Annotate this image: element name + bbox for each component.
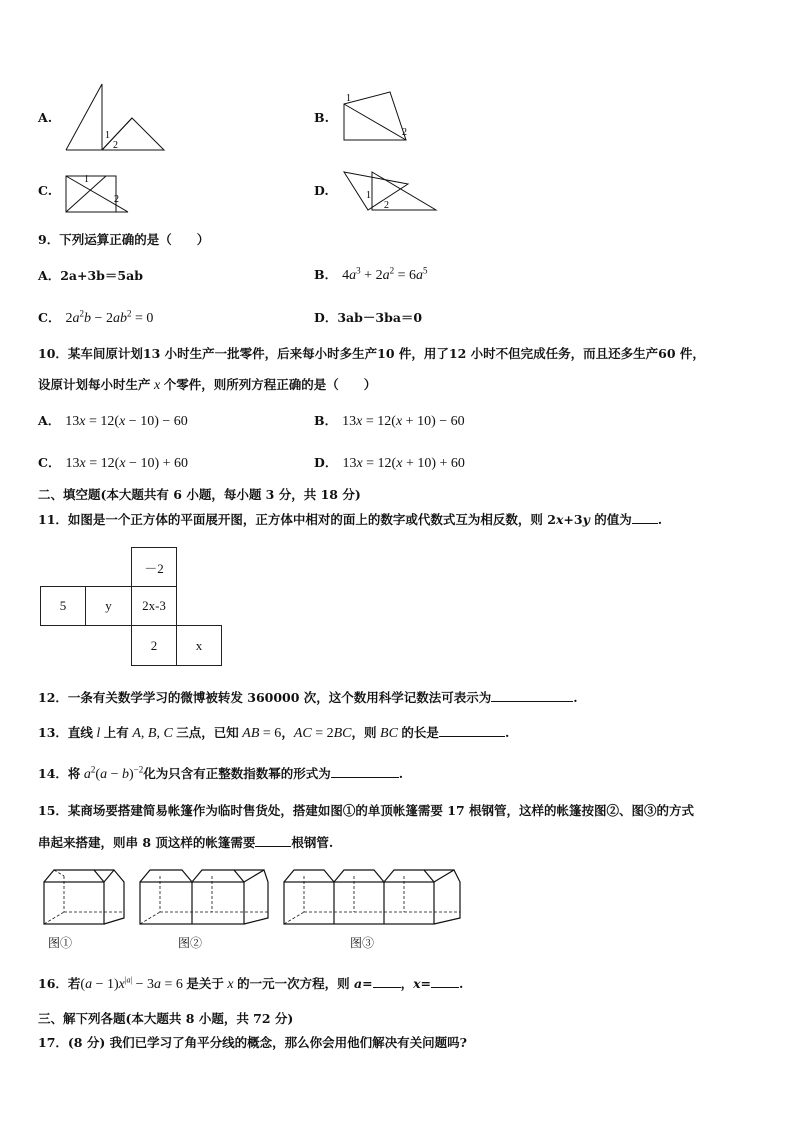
q10-option-c-label: C． [38, 455, 61, 470]
q8-figure-b [338, 88, 418, 148]
svg-text:2: 2 [402, 127, 407, 138]
q8-option-b-label: B. [314, 110, 329, 125]
q8-option-c-label: C. [38, 183, 53, 198]
q8-figure-c [60, 168, 140, 218]
net-cell-right: x [176, 625, 222, 666]
q10-option-b-formula: 13x = 12(x + 10) − 60 [342, 414, 465, 429]
q9-option-c [38, 307, 153, 327]
q9-option-a [38, 266, 143, 284]
q10-option-d-label: D． [314, 455, 338, 470]
tent-figure-2 [136, 860, 276, 930]
svg-text:1: 1 [105, 130, 110, 141]
q16-end: . [459, 976, 464, 991]
q9-option-d [314, 308, 422, 326]
q11-stem [38, 510, 662, 528]
svg-text:1: 1 [84, 174, 89, 185]
q10-option-c [38, 452, 188, 472]
q13-e: ，则 [351, 725, 377, 740]
q15-line2-a: 串起来搭建，则串 8 顶这样的帐篷需要 [38, 835, 256, 850]
q10-option-d [314, 452, 465, 472]
q11-stem-y: y [582, 512, 590, 527]
q16-d: = [362, 976, 373, 991]
q12-stem [38, 688, 578, 706]
q9-stem: 9．下列运算正确的是（ ） [38, 232, 210, 247]
q9-option-a-label: A． [38, 268, 61, 283]
q9-option-c-label: C． [38, 310, 61, 325]
q10-option-a-label: A． [38, 413, 61, 428]
q12-end: . [573, 690, 578, 705]
q13-b: 上有 [103, 725, 129, 740]
svg-text:2: 2 [113, 140, 118, 151]
q9-option-a-text: 2a+3b＝5ab [60, 268, 143, 283]
q10-option-b [314, 410, 465, 430]
q16-e: ， [400, 976, 414, 991]
svg-text:1: 1 [346, 93, 351, 104]
q11-stem-a: 11．如图是一个正方体的平面展开图，正方体中相对的面上的数字或代数式互为相反数，则 2 [38, 512, 556, 527]
q15-line2 [38, 833, 333, 851]
q16-answer-x-blank[interactable] [431, 975, 459, 988]
net-cell-bottom: 2 [131, 625, 177, 666]
q8-option-d-label: D. [314, 183, 329, 198]
q10-option-b-label: B． [314, 413, 338, 428]
q9-option-b-label: B． [314, 267, 338, 282]
q14-answer-blank[interactable] [331, 765, 399, 778]
svg-text:1: 1 [366, 190, 371, 201]
q9-option-d-text: 3ab－3ba＝0 [337, 310, 423, 325]
q9-option-c-formula: $2a^2b - 2ab^2 = 0$ [65, 308, 154, 326]
q9-option-b-formula: $4a^3 + 2a^2 = 6a^5$ [342, 265, 428, 283]
q15-line2-b: 根钢管. [291, 835, 334, 850]
section-3-heading: 三、解下列各题(本大题共 8 小题，共 72 分) [38, 1011, 294, 1026]
q16-stem: 16．若$(a - 1)x^{|a|} - 3a = 6$ 是关于 x 的一元一次方程，则 a= ，x= . [38, 975, 464, 992]
q9-option-d-label: D． [314, 310, 338, 325]
tent-figure-1-caption: 图① [48, 936, 73, 950]
q10-option-a-formula: 13x = 12(x − 10) − 60 [65, 414, 188, 429]
q10-option-d-formula: 13x = 12(x + 10) + 60 [342, 456, 465, 471]
q9-option-b [314, 264, 427, 284]
net-cell-left1: 5 [40, 586, 86, 626]
q16-answer-a-blank[interactable] [373, 975, 401, 988]
q13-end: . [504, 725, 510, 740]
q10-stem-line2: 设原计划每小时生产 x 个零件，则所列方程正确的是（ ） [38, 377, 377, 393]
q14-a: 14．将 [38, 766, 81, 781]
q17-stem: 17．(8 分) 我们已学习了角平分线的概念，那么你会用他们解决有关问题吗? [38, 1035, 467, 1050]
q10-option-c-formula: 13x = 12(x − 10) + 60 [65, 456, 188, 471]
q11-stem-end: . [657, 512, 663, 527]
q16-c: 的一元一次方程，则 [237, 976, 350, 991]
q8-figure-d [340, 168, 440, 218]
q12-text: 12．一条有关数学学习的微博被转发 360000 次，这个数用科学记数法可表示为 [38, 690, 492, 705]
q14-stem: 14．将 $a^2(a - b)^{-2}$化为只含有正整数指数幂的形式为 . [38, 764, 404, 782]
q14-b: 化为只含有正整数指数幂的形式为 [143, 766, 331, 781]
q8-figure-a [60, 82, 170, 154]
q16-f: = [420, 976, 432, 991]
q16-a: 16．若 [38, 976, 81, 991]
tent-figure-2-caption: 图② [178, 936, 203, 950]
q13-a: 13．直线 [38, 725, 93, 740]
tent-figure-3 [280, 860, 470, 930]
q14-end: . [398, 766, 404, 781]
q13-c: 三点，已知 [176, 725, 239, 740]
q11-stem-e: 的值为 [589, 512, 632, 527]
q8-option-a-label: A. [38, 110, 53, 125]
q13-stem: 13．直线 l 上有 A, B, C 三点，已知 AB = 6，AC = 2BC，则 BC 的长是 . [38, 725, 510, 741]
q10-stem-line2-b: 个零件，则所列方程正确的是（ ） [163, 377, 377, 392]
q10-option-a [38, 410, 188, 430]
q16-b: 是关于 [186, 976, 224, 991]
q13-f: 的长是 [401, 725, 439, 740]
svg-text:2: 2 [384, 200, 389, 211]
tent-figure-1 [40, 860, 130, 930]
net-cell-center: 2x-3 [131, 586, 177, 626]
tent-figure-3-caption: 图③ [350, 936, 375, 950]
q12-answer-blank[interactable] [491, 689, 573, 702]
q10-stem-line2-a: 设原计划每小时生产 [38, 377, 151, 392]
q13-d: ， [281, 725, 294, 740]
q11-answer-blank[interactable] [632, 511, 658, 524]
q13-answer-blank[interactable] [439, 724, 505, 737]
net-cell-top: －2 [131, 547, 177, 587]
q15-line1: 15．某商场要搭建简易帐篷作为临时售货处，搭建如图①的单顶帐篷需要 17 根钢管，这样的帐篷按图②、图③的方式 [38, 803, 694, 818]
q15-answer-blank[interactable] [255, 834, 291, 847]
q11-stem-x: x [555, 512, 564, 527]
net-cell-left2: y [85, 586, 132, 626]
section-2-heading: 二、填空题(本大题共有 6 小题，每小题 3 分，共 18 分) [38, 487, 361, 502]
q11-stem-c: +3 [563, 512, 583, 527]
svg-text:2: 2 [114, 194, 119, 205]
q10-stem-line1: 10．某车间原计划13 小时生产一批零件，后来每小时多生产10 件，用了12 小时不但完成任务，而且还多生产60 件， [38, 346, 705, 361]
